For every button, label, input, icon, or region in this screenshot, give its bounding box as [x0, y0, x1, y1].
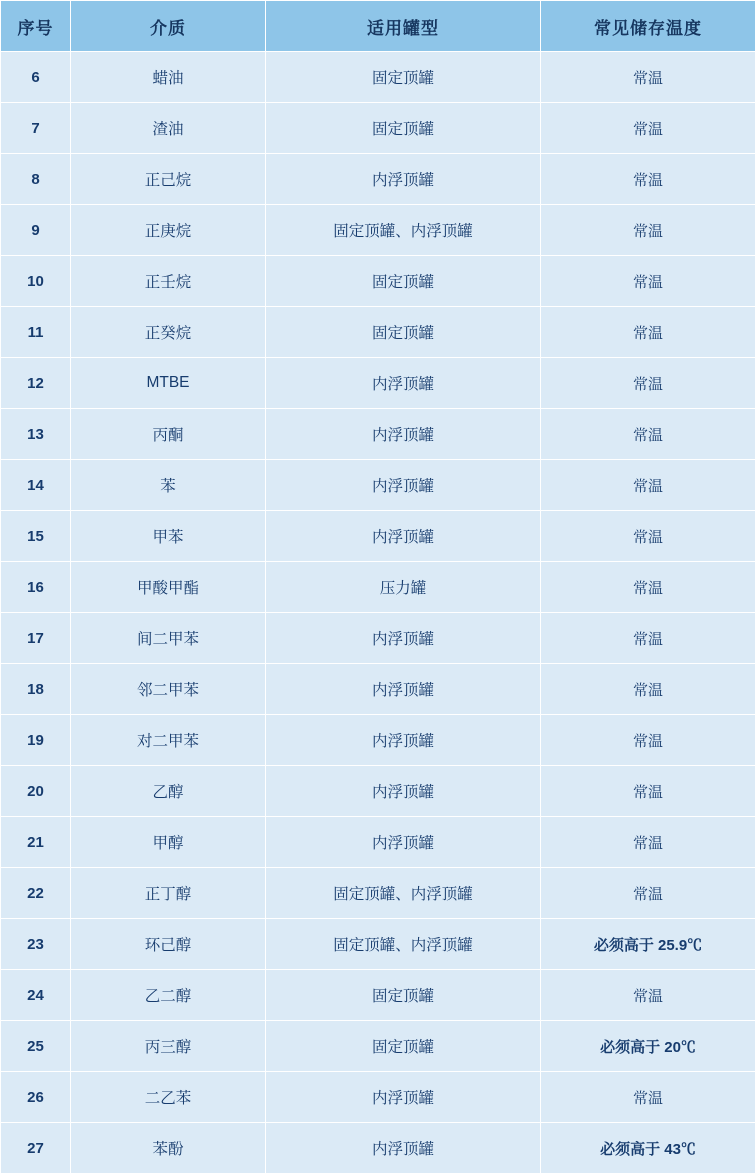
cell-index: 19: [1, 715, 71, 766]
table-body: [1, 52, 755, 1174]
cell-storage-temperature: 必须高于 43℃: [541, 1123, 755, 1174]
cell-storage-temperature: 常温: [541, 460, 755, 511]
cell-storage-temperature: 常温: [541, 766, 755, 817]
table-row: [1, 970, 755, 1021]
cell-index: 8: [1, 154, 71, 205]
table-row: [1, 868, 755, 919]
cell-tank-type: 内浮顶罐: [266, 664, 541, 715]
cell-tank-type: 内浮顶罐: [266, 1123, 541, 1174]
column-header-tank-type: 适用罐型: [266, 1, 541, 52]
table-row: [1, 1072, 755, 1123]
cell-index: 13: [1, 409, 71, 460]
table-row: [1, 562, 755, 613]
cell-index: 15: [1, 511, 71, 562]
cell-index: 20: [1, 766, 71, 817]
table-row: [1, 511, 755, 562]
cell-index: 6: [1, 52, 71, 103]
cell-index: 12: [1, 358, 71, 409]
cell-storage-temperature: 常温: [541, 409, 755, 460]
cell-storage-temperature: 常温: [541, 256, 755, 307]
cell-storage-temperature: 常温: [541, 511, 755, 562]
cell-index: 7: [1, 103, 71, 154]
cell-medium: 丙酮: [71, 409, 266, 460]
cell-medium: 间二甲苯: [71, 613, 266, 664]
cell-medium: 苯: [71, 460, 266, 511]
cell-medium: 甲苯: [71, 511, 266, 562]
cell-index: 27: [1, 1123, 71, 1174]
cell-storage-temperature: 常温: [541, 817, 755, 868]
cell-tank-type: 内浮顶罐: [266, 409, 541, 460]
cell-medium: 乙二醇: [71, 970, 266, 1021]
column-header-index: 序号: [1, 1, 71, 52]
cell-storage-temperature: 常温: [541, 52, 755, 103]
cell-storage-temperature: 常温: [541, 715, 755, 766]
cell-medium: 正癸烷: [71, 307, 266, 358]
cell-tank-type: 压力罐: [266, 562, 541, 613]
cell-tank-type: 内浮顶罐: [266, 358, 541, 409]
table-row: [1, 358, 755, 409]
cell-storage-temperature: 必须高于 25.9℃: [541, 919, 755, 970]
cell-storage-temperature: 必须高于 20℃: [541, 1021, 755, 1072]
table-row: [1, 52, 755, 103]
cell-index: 14: [1, 460, 71, 511]
cell-tank-type: 固定顶罐: [266, 256, 541, 307]
cell-tank-type: 内浮顶罐: [266, 460, 541, 511]
cell-index: 10: [1, 256, 71, 307]
table-row: [1, 103, 755, 154]
cell-medium: 甲醇: [71, 817, 266, 868]
cell-storage-temperature: 常温: [541, 970, 755, 1021]
cell-storage-temperature: 常温: [541, 154, 755, 205]
table-row: [1, 409, 755, 460]
table-row: [1, 715, 755, 766]
table-row: [1, 664, 755, 715]
table-row: [1, 307, 755, 358]
table-row: [1, 817, 755, 868]
cell-medium: 正壬烷: [71, 256, 266, 307]
cell-index: 26: [1, 1072, 71, 1123]
cell-index: 16: [1, 562, 71, 613]
cell-medium: 蜡油: [71, 52, 266, 103]
cell-medium: 二乙苯: [71, 1072, 266, 1123]
cell-medium: MTBE: [71, 358, 266, 409]
table-row: [1, 154, 755, 205]
cell-index: 22: [1, 868, 71, 919]
cell-storage-temperature: 常温: [541, 358, 755, 409]
table-row: [1, 1123, 755, 1174]
cell-index: 9: [1, 205, 71, 256]
cell-tank-type: 固定顶罐、内浮顶罐: [266, 868, 541, 919]
cell-index: 17: [1, 613, 71, 664]
cell-tank-type: 内浮顶罐: [266, 613, 541, 664]
cell-index: 11: [1, 307, 71, 358]
cell-index: 23: [1, 919, 71, 970]
table-row: [1, 613, 755, 664]
table-row: [1, 256, 755, 307]
cell-storage-temperature: 常温: [541, 307, 755, 358]
cell-tank-type: 固定顶罐: [266, 52, 541, 103]
cell-tank-type: 内浮顶罐: [266, 715, 541, 766]
cell-tank-type: 内浮顶罐: [266, 817, 541, 868]
cell-tank-type: 固定顶罐: [266, 970, 541, 1021]
cell-medium: 渣油: [71, 103, 266, 154]
cell-tank-type: 内浮顶罐: [266, 154, 541, 205]
cell-storage-temperature: 常温: [541, 103, 755, 154]
cell-medium: 邻二甲苯: [71, 664, 266, 715]
cell-medium: 对二甲苯: [71, 715, 266, 766]
cell-index: 21: [1, 817, 71, 868]
table-row: [1, 766, 755, 817]
table-row: [1, 1021, 755, 1072]
column-header-storage-temperature: 常见储存温度: [541, 1, 755, 52]
cell-storage-temperature: 常温: [541, 868, 755, 919]
cell-tank-type: 内浮顶罐: [266, 1072, 541, 1123]
cell-medium: 正丁醇: [71, 868, 266, 919]
table-row: [1, 919, 755, 970]
cell-storage-temperature: 常温: [541, 1072, 755, 1123]
cell-medium: 乙醇: [71, 766, 266, 817]
cell-medium: 正己烷: [71, 154, 266, 205]
cell-tank-type: 固定顶罐: [266, 1021, 541, 1072]
table-row: [1, 205, 755, 256]
cell-tank-type: 固定顶罐: [266, 307, 541, 358]
cell-medium: 正庚烷: [71, 205, 266, 256]
cell-storage-temperature: 常温: [541, 613, 755, 664]
cell-tank-type: 固定顶罐: [266, 103, 541, 154]
cell-tank-type: 固定顶罐、内浮顶罐: [266, 919, 541, 970]
table-header-row: [1, 1, 755, 52]
cell-storage-temperature: 常温: [541, 562, 755, 613]
cell-tank-type: 内浮顶罐: [266, 511, 541, 562]
cell-medium: 环己醇: [71, 919, 266, 970]
cell-medium: 甲酸甲酯: [71, 562, 266, 613]
cell-index: 24: [1, 970, 71, 1021]
cell-tank-type: 固定顶罐、内浮顶罐: [266, 205, 541, 256]
table-row: [1, 460, 755, 511]
column-header-medium: 介质: [71, 1, 266, 52]
cell-storage-temperature: 常温: [541, 664, 755, 715]
cell-tank-type: 内浮顶罐: [266, 766, 541, 817]
cell-storage-temperature: 常温: [541, 205, 755, 256]
cell-medium: 丙三醇: [71, 1021, 266, 1072]
cell-index: 18: [1, 664, 71, 715]
cell-index: 25: [1, 1021, 71, 1072]
cell-medium: 苯酚: [71, 1123, 266, 1174]
